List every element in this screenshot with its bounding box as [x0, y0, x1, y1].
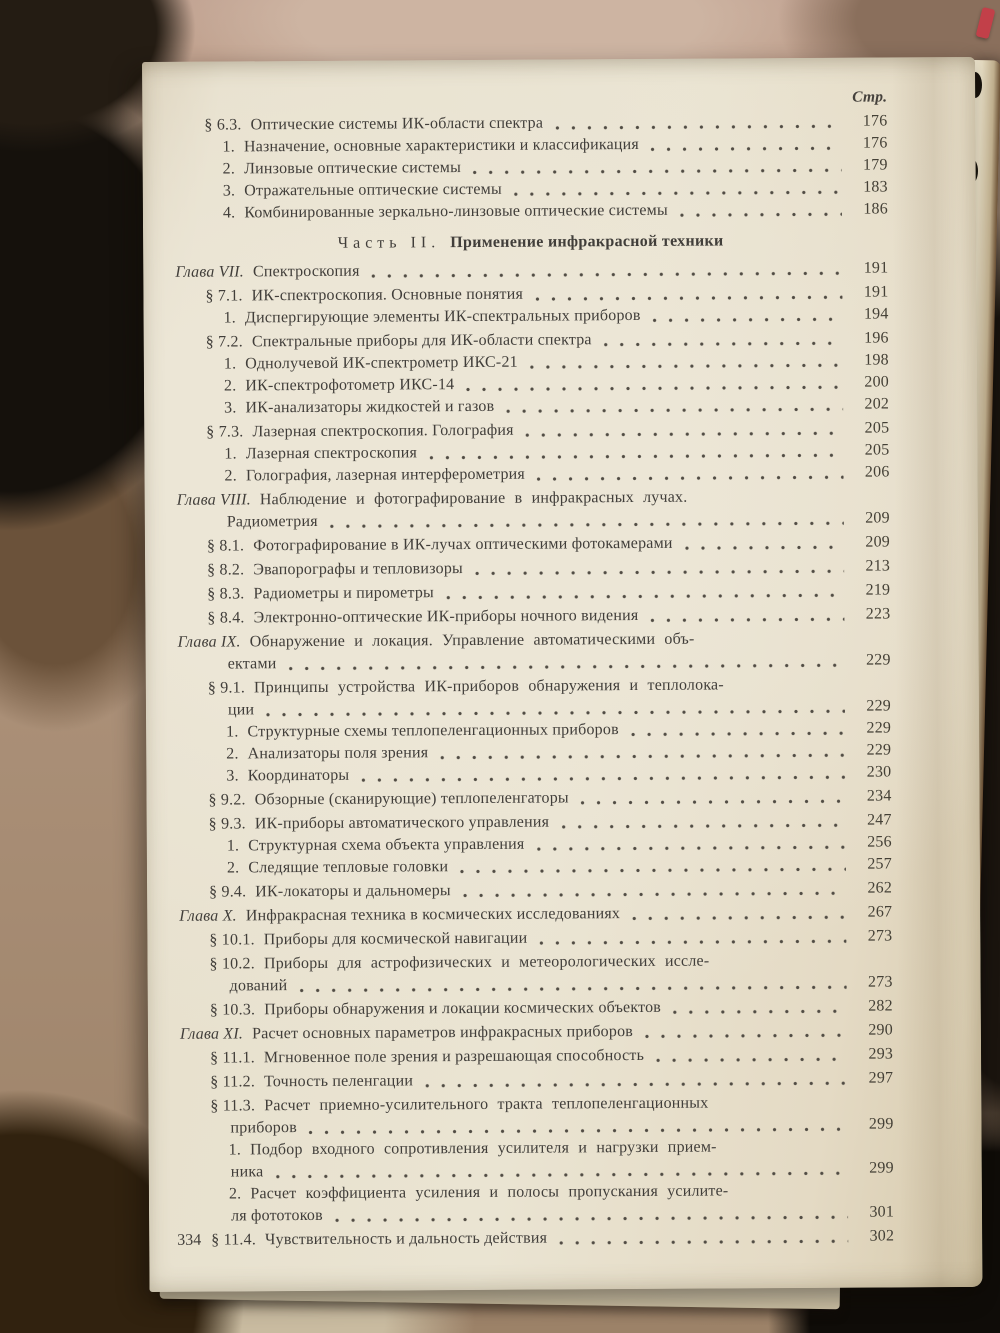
entry-continuation-text: Радиометрия [226, 512, 318, 531]
dot-leader [604, 341, 843, 347]
toc-entry-continuation [179, 1202, 894, 1226]
page-number: 183 [863, 178, 888, 196]
dot-leader [361, 775, 845, 783]
entry-label: § 8.2. [207, 561, 245, 579]
entry-continuation-text: приборов [230, 1119, 297, 1137]
entry-label: Глава XI. [179, 1025, 244, 1043]
toc-entry-line [179, 1180, 894, 1204]
dot-leader [526, 431, 844, 438]
page-number: 256 [867, 833, 892, 851]
page-number: 234 [866, 787, 892, 805]
entry-label: § 11.3. [210, 1097, 256, 1115]
toc-entry-line [176, 740, 891, 764]
toc-entry-line [176, 674, 891, 698]
entry-text: ИК-приборы автоматического управления [254, 813, 550, 833]
entry-label: § 11.4. [211, 1231, 257, 1249]
toc-entry-line [177, 854, 892, 878]
page-number: 194 [863, 305, 889, 323]
toc-entry-line [173, 282, 888, 306]
toc-entry-continuation [176, 650, 891, 674]
toc-entry-line [174, 328, 889, 352]
page-number: 229 [866, 697, 891, 715]
entry-label: 2. [223, 377, 237, 395]
entry-label: § 9.4. [209, 883, 247, 901]
dot-leader [650, 617, 844, 623]
dot-leader [631, 731, 845, 737]
toc-entry-line [176, 786, 891, 810]
page-number: 273 [867, 927, 893, 945]
page-number: 206 [864, 463, 890, 481]
toc-entry-line [174, 394, 889, 418]
entry-label: Глава IX. [177, 633, 241, 651]
entry-label: § 11.1. [210, 1049, 255, 1067]
page-number: 293 [868, 1045, 894, 1063]
entry-label: 3. [226, 767, 239, 785]
entry-text: Следящие тепловые головки [248, 858, 449, 877]
page-number: 191 [863, 259, 889, 277]
page-folio: 334 [177, 1231, 202, 1249]
toc-entry-line [175, 486, 890, 510]
page-number: 176 [862, 112, 888, 130]
dot-leader [473, 168, 842, 175]
page-number: 299 [869, 1159, 894, 1177]
entry-label: § 7.2. [205, 333, 243, 351]
entry-label: 2. [224, 467, 237, 485]
page-number: 229 [866, 719, 892, 737]
dot-leader [680, 212, 842, 218]
dot-leader [559, 1239, 848, 1246]
dot-leader [299, 985, 846, 993]
entry-text: Принципы устройства ИК-приборов обнаружения и теплолока- [253, 676, 724, 697]
entry-label: Глава VII. [175, 263, 245, 281]
page-number: 290 [868, 1021, 893, 1039]
entry-text: Лазерная спектроскопия. Голография [252, 421, 514, 441]
toc-entry-line [177, 950, 892, 974]
entry-label: 2. [226, 745, 239, 763]
entry-continuation-text: ектами [227, 655, 277, 673]
entry-label: § 10.2. [209, 955, 255, 973]
entry-label: 3. [224, 399, 237, 417]
page-number: 299 [868, 1115, 894, 1133]
entry-text: Фотографирование в ИК-лучах оптическими фотокамерами [253, 534, 673, 555]
toc-entry-line [174, 372, 889, 396]
toc-entry-line [178, 1068, 893, 1092]
page-number: 262 [867, 879, 893, 897]
entry-text: Комбинированные зеркально-линзовые оптические системы [244, 201, 668, 222]
entry-label: 1. [228, 1141, 242, 1159]
entry-text: Оптические системы ИК-области спектра [250, 114, 544, 134]
toc-entry-line [173, 177, 888, 201]
entry-text: Мгновенное поле зрения и разрешающая способность [263, 1046, 645, 1067]
entry-label: § 7.1. [205, 287, 243, 305]
dot-leader [425, 1081, 847, 1089]
dot-leader [266, 709, 845, 718]
page-number: 302 [869, 1227, 895, 1245]
page-number: 282 [868, 997, 893, 1015]
toc-entry-line [175, 532, 890, 556]
entry-text: Обзорные (сканирующие) теплопеленгаторы [254, 789, 569, 809]
dot-leader [309, 1127, 848, 1135]
page-number: 191 [863, 283, 889, 301]
dot-leader [536, 845, 845, 852]
toc-entry-line [178, 1020, 893, 1044]
dot-leader [475, 569, 844, 576]
page-number: 247 [866, 811, 892, 829]
toc-entry-line [174, 350, 889, 374]
dot-leader [656, 1057, 847, 1063]
entry-continuation-text: ника [230, 1163, 264, 1181]
dot-leader [673, 1009, 847, 1015]
entry-label: 1. [224, 445, 237, 463]
toc-entry-continuation [175, 508, 890, 532]
entry-label: § 8.1. [206, 537, 245, 555]
entry-text: Расчет коэффициента усиления и полосы пропускания усилите- [250, 1182, 729, 1203]
part-heading [173, 230, 888, 254]
entry-text: ИК-спектроскопия. Основные понятия [251, 285, 524, 305]
entry-text: Назначение, основные характеристики и классификация [243, 135, 640, 156]
toc-entry-line [175, 580, 890, 604]
page-number: 219 [865, 581, 891, 599]
page-number: 179 [862, 156, 888, 174]
entry-label: 2. [226, 859, 240, 877]
page-number: 230 [866, 763, 892, 781]
dot-leader [632, 915, 846, 921]
entry-label: 4. [222, 204, 236, 222]
dot-leader [460, 867, 846, 874]
dot-leader [555, 124, 841, 131]
entry-label: § 10.3. [209, 1001, 256, 1019]
dot-leader [535, 295, 842, 302]
entry-label: § 6.3. [204, 116, 242, 134]
entry-text: Приборы обнаружения и локации космических объектов [264, 998, 662, 1019]
dot-leader [466, 385, 843, 392]
toc-entry-line [173, 258, 888, 282]
entry-label: 2. [222, 160, 236, 178]
entry-text: Расчет основных параметров инфракрасных приборов [252, 1023, 634, 1043]
toc-entry-continuation [178, 1114, 893, 1138]
toc-entry-line [177, 902, 892, 926]
toc-entry-line [174, 418, 889, 442]
entry-text: Точность пеленгации [263, 1072, 414, 1091]
page-number: 196 [864, 329, 889, 347]
entry-text: Приборы для астрофизических и метеорологических иссле- [263, 952, 710, 973]
toc-entry-line [172, 133, 887, 157]
dot-leader [514, 190, 842, 197]
entry-continuation-text: ции [227, 701, 255, 719]
dot-leader [537, 475, 844, 482]
entry-text: Приборы для космической навигации [263, 929, 528, 949]
dot-leader [372, 271, 843, 279]
dot-leader [440, 753, 845, 760]
toc-entry-line [173, 155, 888, 179]
dot-leader [581, 799, 846, 806]
entry-text: Спектроскопия [252, 262, 360, 281]
page-number: 223 [865, 605, 891, 623]
toc-entry-line [178, 1044, 893, 1068]
toc-entry-line [177, 926, 892, 950]
page-number: 209 [865, 509, 890, 527]
page-number: 176 [862, 134, 888, 152]
page-number: 229 [866, 741, 892, 759]
toc-entry-line [172, 111, 887, 135]
page-number: 209 [865, 533, 890, 551]
entry-label: § 8.3. [207, 585, 245, 603]
entry-text: Координаторы [247, 766, 350, 785]
entry-text: ИК-локаторы и дальномеры [255, 882, 451, 901]
toc-entry-line [175, 556, 890, 580]
toc-entry-line [177, 810, 892, 834]
entry-text: Лазерная спектроскопия [245, 444, 418, 463]
entry-text: Спектральные приборы для ИК-области спектра [251, 331, 592, 351]
book-page [142, 57, 982, 1292]
entry-text: Расчет приемно-усилительного тракта теплопеленгационных [264, 1094, 709, 1115]
entry-label: 1. [223, 309, 237, 327]
toc-entry-line [176, 762, 891, 786]
page-number: 198 [864, 351, 889, 369]
dot-leader [645, 1033, 847, 1039]
dot-leader [275, 1171, 847, 1179]
toc-content [172, 87, 894, 1261]
entry-text: Обнаружение и локация. Управление автоматическими объ- [249, 630, 695, 651]
entry-label: 1. [223, 355, 237, 373]
toc-entry-line [174, 462, 889, 486]
entry-continuation-text: ля фототоков [230, 1206, 323, 1225]
dot-leader [539, 939, 846, 946]
page-number: 205 [864, 441, 890, 459]
entry-label: § 9.2. [208, 791, 246, 809]
toc-entry-continuation [178, 972, 893, 996]
page-number: 257 [867, 855, 892, 873]
entry-label: 1. [226, 723, 239, 741]
entry-text: Эвапорографы и тепловизоры [253, 560, 463, 579]
entry-label: § 7.3. [206, 423, 244, 441]
toc-entry-line [175, 628, 890, 652]
page-number: 297 [868, 1069, 894, 1087]
dot-leader [330, 521, 844, 529]
entry-text: Подбор входного сопротивления усилителя и нагрузки прием- [250, 1138, 717, 1159]
entry-text: Диспергирующие элементы ИК-спектральных приборов [244, 306, 641, 327]
dot-leader [335, 1215, 848, 1223]
entry-text: Отражательные оптические системы [244, 180, 502, 200]
page-number: 273 [867, 973, 893, 991]
entry-label: § 10.1. [209, 931, 255, 949]
entry-text: ИК-анализаторы жидкостей и газов [245, 397, 495, 417]
page-number: 205 [864, 419, 890, 437]
entry-text: Радиометры и пирометры [253, 584, 435, 603]
entry-label: § 9.3. [208, 815, 246, 833]
toc-entry-line [178, 1092, 893, 1116]
toc-entry-line [175, 604, 890, 628]
toc-entry-line [174, 440, 889, 464]
entry-label: Глава VIII. [176, 491, 251, 509]
dot-leader [653, 317, 843, 323]
toc-rows [172, 111, 894, 1250]
dot-leader [530, 363, 843, 370]
toc-entry-line [173, 199, 888, 223]
entry-text: Чувствительность и дальность действия [264, 1229, 548, 1249]
entry-label: § 11.2. [210, 1073, 256, 1091]
entry-continuation-text: дований [229, 977, 288, 995]
entry-text: Наблюдение и фотографирование в инфракрасных лучах. [259, 488, 688, 509]
page-column-header: Стр. [852, 88, 888, 106]
part-title: Применение инфракрасной техники [450, 232, 724, 252]
dot-leader [561, 823, 845, 830]
dot-leader [446, 593, 844, 600]
dot-leader [289, 663, 845, 671]
entry-label: § 8.4. [207, 609, 245, 627]
entry-text: Голография, лазерная интерферометрия [245, 465, 526, 485]
entry-text: ИК-спектрофотометр ИКС-14 [245, 376, 455, 395]
page-number: 301 [869, 1203, 895, 1221]
page-number: 202 [864, 395, 890, 413]
dot-leader [685, 545, 844, 551]
entry-text: Инфракрасная техника в космических исследованиях [245, 905, 621, 925]
dot-leader [429, 453, 843, 461]
entry-text: Структурные схемы теплопеленгационных приборов [247, 721, 619, 741]
entry-label: 2. [228, 1185, 242, 1203]
part-label: Часть II. [337, 234, 441, 252]
toc-entry-continuation [179, 1158, 894, 1182]
dot-leader [463, 891, 846, 898]
toc-entry-continuation [176, 696, 891, 720]
page-number: 200 [864, 373, 890, 391]
toc-entry-line [174, 304, 889, 328]
toc-entry-line [179, 1136, 894, 1160]
toc-entry-line [176, 718, 891, 742]
toc-entry-line [178, 996, 893, 1020]
entry-text: Линзовые оптические системы [244, 159, 462, 178]
carpet-red-fleck [976, 7, 996, 39]
entry-label: 1. [222, 138, 235, 156]
page-number: 213 [865, 557, 891, 575]
entry-label: Глава X. [179, 907, 237, 925]
dot-leader [651, 146, 842, 152]
toc-entry-line [179, 1226, 894, 1250]
entry-text: Электронно-оптические ИК-приборы ночного видения [253, 606, 639, 627]
toc-entry-line [177, 878, 892, 902]
entry-label: 3. [222, 182, 236, 200]
entry-label: § 9.1. [207, 679, 246, 697]
page-number: 186 [863, 200, 888, 218]
dot-leader [506, 407, 843, 414]
toc-entry-line [177, 832, 892, 856]
page-number: 229 [866, 651, 891, 669]
entry-text: Анализаторы поля зрения [247, 744, 429, 763]
entry-label: 1. [226, 837, 240, 855]
entry-text: Однолучевой ИК-спектрометр ИКС-21 [245, 353, 518, 373]
entry-text: Структурная схема объекта управления [248, 835, 525, 855]
page-number: 267 [867, 903, 893, 921]
